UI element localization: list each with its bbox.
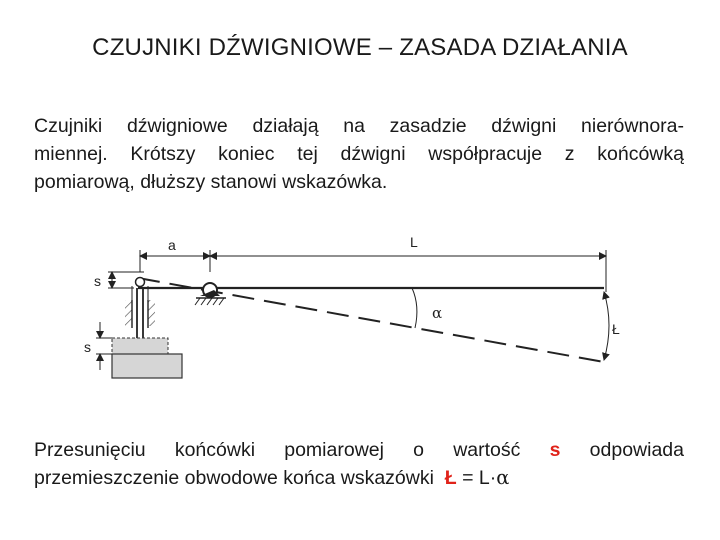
- variable-L-arc: Ł: [444, 467, 457, 489]
- intro-line-3: pomiarową, dłuższy stanowi wskazówka.: [34, 171, 388, 193]
- formula-equals: = L·: [456, 467, 497, 489]
- intro-line-2: miennej. Krótszy koniec tej dźwigni współpracuje z końcówką: [34, 143, 684, 165]
- label-arc: Ł: [612, 321, 620, 337]
- alpha-arc: [412, 288, 417, 328]
- conclusion-text-2: odpowiada: [589, 439, 684, 461]
- dimension-L: [210, 234, 606, 292]
- label-alpha: α: [432, 304, 443, 322]
- workpiece: [112, 338, 182, 378]
- label-s-bottom: s: [84, 339, 91, 355]
- intro-line-1: Czujniki dźwigniowe działają na zasadzie dźwigni nierównora-: [34, 115, 684, 137]
- variable-s: s: [549, 439, 561, 461]
- dimension-a: [140, 237, 210, 272]
- conclusion-paragraph: [34, 436, 684, 492]
- conclusion-line-1: [34, 436, 684, 464]
- label-s-top: s: [94, 273, 101, 289]
- label-a: a: [168, 237, 176, 253]
- slide-title: CZUJNIKI DŹWIGNIOWE – ZASADA DZIAŁANIA: [92, 34, 628, 61]
- formula-alpha: α: [496, 466, 510, 489]
- conclusion-text-3: przemieszczenie obwodowe końca wskazówki: [34, 467, 434, 489]
- conclusion-text-1: Przesunięciu końcówki pomiarowej o wartość: [34, 439, 521, 461]
- dimension-s-bottom: [84, 322, 112, 370]
- tip-arc: [604, 292, 609, 360]
- conclusion-line-2: [34, 464, 684, 492]
- label-L: L: [410, 234, 418, 250]
